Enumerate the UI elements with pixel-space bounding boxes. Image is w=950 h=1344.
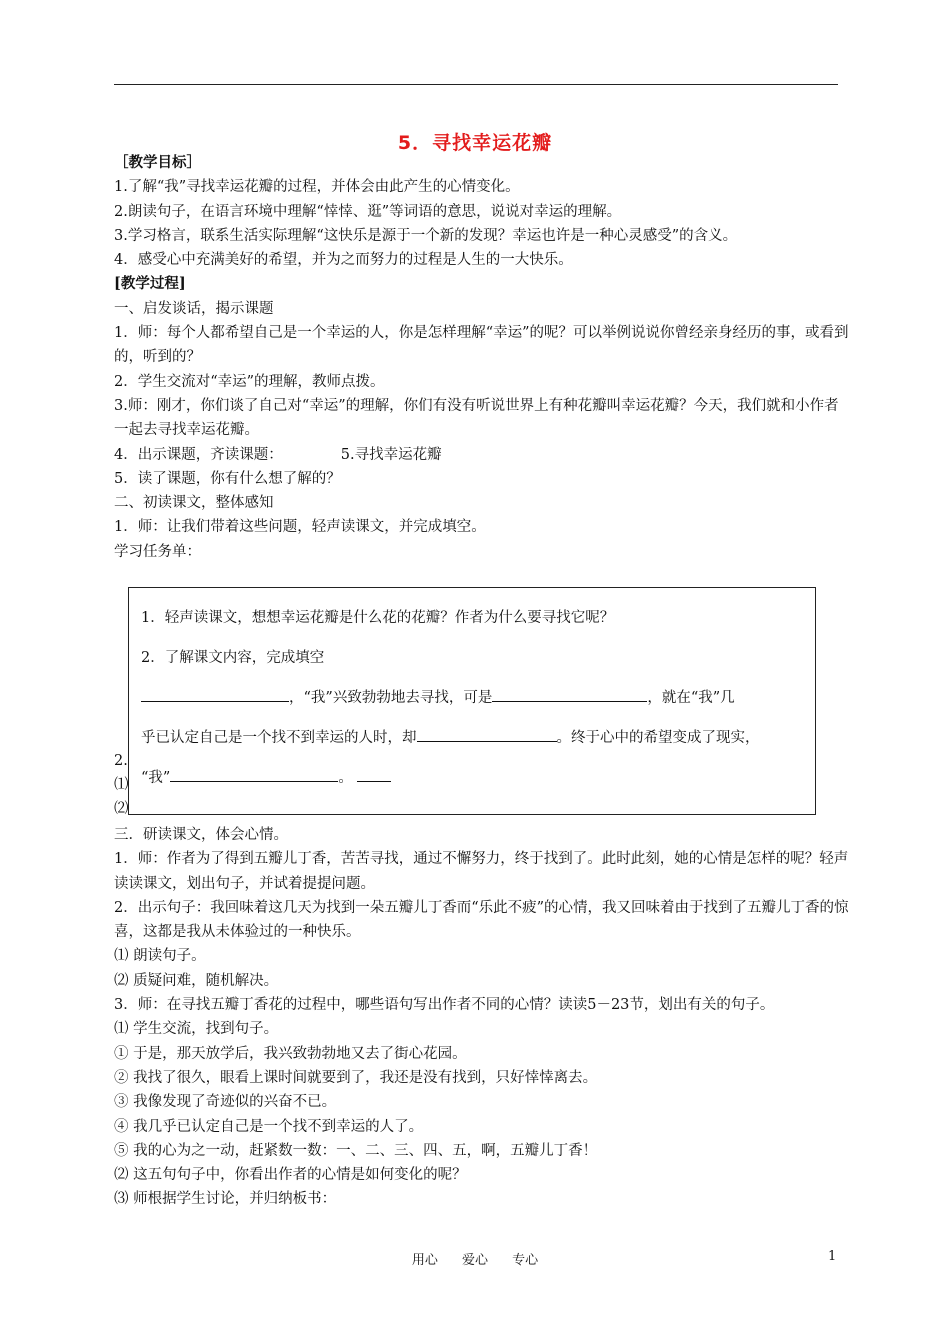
page-number: 1 [828, 1249, 837, 1264]
lower-content [114, 823, 850, 1212]
paragraph: 5．读了课题，你有什么想了解的？ [114, 470, 341, 487]
section-heading: 三．研读课文，体会心情。 [114, 827, 288, 843]
obscured-line: ⑵ [114, 801, 129, 817]
header-rule [114, 84, 838, 85]
paragraph: 3．师：在寻找五瓣丁香花的过程中，哪些语句写出作者不同的心情？读读5－23节，划出有关的句子。 [114, 997, 775, 1014]
fill-text: 。 [338, 770, 353, 786]
paragraph: 1．师：每个人都希望自己是一个幸运的人，你是怎样理解“幸运”的呢？可以举例说说你曾经亲身经历的事，或看到的，听到的？ [114, 325, 849, 366]
sub-item: ⑵ 这五句句子中，你看出作者的心情是如何变化的呢？ [114, 1167, 467, 1184]
fill-in-line [141, 766, 805, 790]
sub-item: ⑴ 学生交流，找到句子。 [114, 1021, 279, 1038]
page-title: 5．寻找幸运花瓣 [397, 132, 553, 154]
fill-text: ，就在“我”几 [647, 690, 735, 706]
section-heading: 二、初读课文，整体感知 [114, 495, 274, 512]
quote-sentence: ⑤ 我的心为之一动，赶紧数一数：一、二、三、四、五，啊，五瓣儿丁香！ [114, 1142, 598, 1159]
task-label: 学习任务单： [114, 543, 201, 560]
obscured-line: 2. [114, 753, 128, 769]
fill-in-line [141, 686, 805, 710]
task-line: 1．轻声读课文，想想幸运花瓣是什么花的花瓣？作者为什么要寻找它呢？ [141, 610, 615, 626]
quote-sentence: ② 我找了很久，眼看上课时间就要到了，我还是没有找到，只好悻悻离去。 [114, 1069, 598, 1086]
sub-item: ⑴ 朗读句子。 [114, 948, 206, 965]
fill-blank[interactable] [170, 767, 338, 782]
paragraph: 2．出示句子：我回味着这几天为找到一朵五瓣儿丁香而“乐此不疲”的心情，我又回味着由于找到了五瓣儿丁香的惊喜，这都是我从未体验过的一种快乐。 [114, 899, 849, 941]
fill-text: “我” [141, 770, 171, 786]
obscured-lines [114, 749, 127, 821]
process-heading: [教学过程] [114, 275, 186, 293]
fill-blank[interactable] [492, 687, 647, 702]
fill-text: ，“我”兴致勃勃地去寻找，可是 [289, 690, 493, 706]
upper-content [114, 151, 850, 564]
paragraph: 1．师：作者为了得到五瓣儿丁香，苦苦寻找，通过不懈努力，终于找到了。此时此刻，她的心情是怎样的呢？轻声读读课文，划出句子，并试着提提问题。 [114, 851, 849, 892]
footer-word: 用心 [411, 1253, 438, 1268]
paragraph: 2．学生交流对“幸运”的理解，教师点拨。 [114, 373, 385, 390]
sub-item: ⑵ 质疑问难，随机解决。 [114, 972, 279, 989]
lesson-title-ref: 5.寻找幸运花瓣 [340, 446, 442, 463]
objectives-heading: ［教学目标］ [114, 154, 201, 171]
footer-motto [0, 1249, 950, 1268]
objective-item: 1.了解“我”寻找幸运花瓣的过程，并体会由此产生的心情变化。 [114, 179, 520, 196]
quote-sentence: ③ 我像发现了奇迹似的兴奋不已。 [114, 1094, 337, 1111]
objective-item: 3.学习格言，联系生活实际理解“这快乐是源于一个新的发现？幸运也许是一种心灵感受”的含义。 [114, 227, 738, 244]
fill-in-line [141, 726, 805, 750]
footer-word: 爱心 [461, 1253, 488, 1268]
task-line: 2．了解课文内容，完成填空 [141, 650, 325, 666]
fill-text: 。终于心中的希望变成了现实， [556, 730, 760, 746]
section-heading: 一、启发谈话，揭示课题 [114, 300, 274, 317]
objective-item: 2.朗读句子，在语言环境中理解“悻悻、逛”等词语的意思，说说对幸运的理解。 [114, 203, 622, 220]
paragraph [114, 443, 850, 467]
objective-item: 4．感受心中充满美好的希望，并为之而努力的过程是人生的一大快乐。 [114, 252, 573, 269]
paragraph-part: 4．出示课题，齐读课题： [114, 446, 283, 463]
fill-text: 乎已认定自己是一个找不到幸运的人时，却 [141, 730, 417, 746]
footer-word: 专心 [512, 1253, 539, 1268]
paragraph: 3.师：刚才，你们谈了自己对“幸运”的理解，你们有没有听说世界上有种花瓣叫幸运花瓣？今天，我们就和小作者一起去寻找幸运花瓣。 [114, 397, 839, 439]
quote-sentence: ① 于是，那天放学后，我兴致勃勃地又去了街心花园。 [114, 1045, 467, 1062]
obscured-line: ⑴ [114, 777, 129, 793]
quote-sentence: ④ 我几乎已认定自己是一个找不到幸运的人了。 [114, 1118, 424, 1135]
fill-blank[interactable] [417, 727, 557, 742]
paragraph: 1．师：让我们带着这些问题，轻声读课文，并完成填空。 [114, 519, 486, 536]
task-sheet-box [128, 587, 816, 815]
fill-blank[interactable] [141, 687, 289, 702]
fill-blank[interactable] [357, 767, 391, 782]
sub-item: ⑶ 师根据学生讨论，并归纳板书： [114, 1191, 337, 1208]
